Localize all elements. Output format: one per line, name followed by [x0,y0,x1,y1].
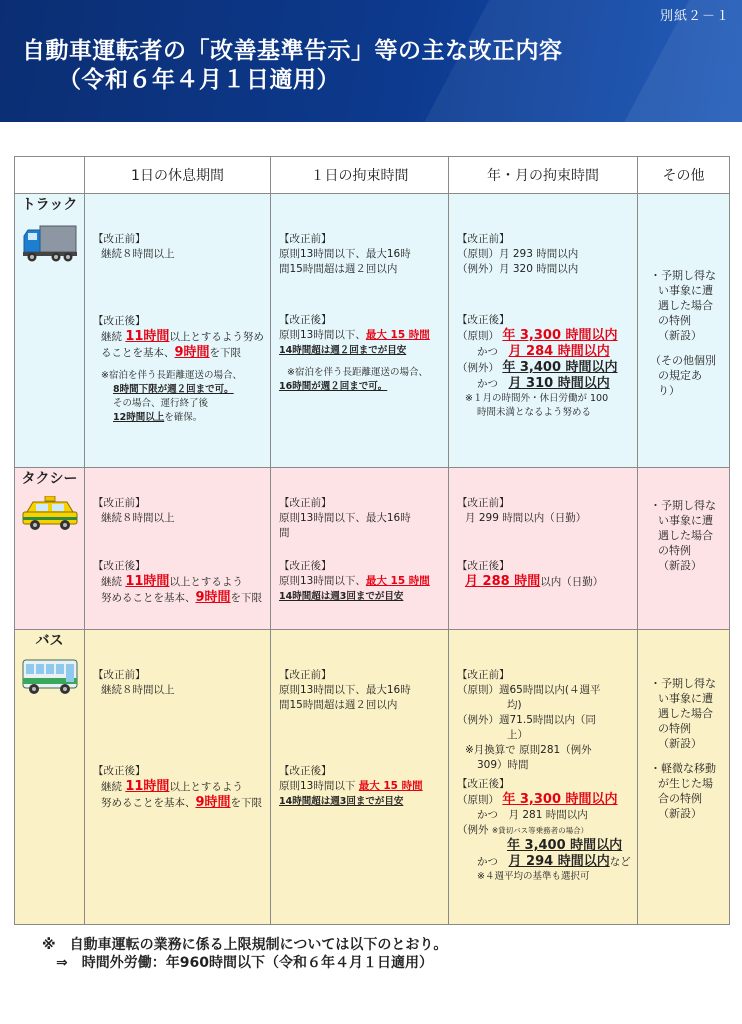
after-text: 原則13時間以下 最大 15 時間 [279,780,423,792]
page-title: 自動車運転者の「改善基準告示」等の主な改正内容 [22,38,563,64]
before-text-2: 間 [279,527,290,539]
after-text-2: ることを基本、9時間を下限 [101,345,242,360]
before-text: 月 299 時間以内（日勤） [465,512,587,524]
before-text: ※月換算で 原則281（例外 [465,744,592,756]
before-text-2: （例外）月 320 時間以内 [457,263,579,275]
note-line: ※宿泊を伴う長距離運送の場合、 [101,370,242,381]
after-text: 月 288 時間以内（日勤） [465,574,604,589]
before-tag: 【改正前】 [93,233,146,245]
other-line: い事象に遭 [658,514,713,527]
before-text: （原則）週65時間以内(４週平 [457,684,601,696]
footer-line-1: ※ 自動車運転の業務に係る上限規制については以下のとおり。 [42,937,448,953]
before-text: 継続８時間以上 [101,248,175,260]
before-text: 309）時間 [477,759,529,771]
before-tag: 【改正前】 [457,233,510,245]
other-line: い事象に遭 [658,692,713,705]
truck-annual-cell [449,194,638,468]
col-header-daily: １日の拘束時間 [271,157,449,194]
after-line: （原則） 年 3,300 時間以内 [457,792,618,807]
after-text-2: 14時間超は週3回までが目安 [279,796,404,807]
taxi-annual-cell [449,468,638,630]
before-tag: 【改正前】 [93,497,146,509]
other-line: （新設） [658,737,702,750]
other-line: （その他個別 [650,354,716,367]
note-line: 時間未満となるよう努める [477,407,592,418]
vehicle-name: トラック [21,197,78,213]
before-text: 均) [507,699,522,711]
before-tag: 【改正前】 [457,497,510,509]
other-line: 遇した場合 [658,299,713,312]
before-text: 継続８時間以上 [101,684,175,696]
vehicle-label-taxi [15,468,85,630]
after-text: 原則13時間以下、最大 15 時間 [279,575,430,587]
taxi-icon [21,496,79,532]
after-text-2: 努めることを基本、9時間を下限 [101,795,263,810]
truck-daily-cell [271,194,449,468]
before-text: 上） [507,729,528,741]
note-line: 16時間が週２回まで可。 [279,381,388,392]
before-text-2: 間15時間超は週２回以内 [279,699,398,711]
other-line: の特例 [658,544,691,557]
after-tag: 【改正後】 [457,314,510,326]
other-line: ・予期し得な [650,677,716,690]
after-text: 継続 11時間以上とするよう努め [101,329,264,344]
other-line: 遇した場合 [658,529,713,542]
title-banner [0,0,742,122]
other-line: が生じた場 [658,777,713,790]
bus-annual-cell [449,630,638,925]
vehicle-label-truck [15,194,85,468]
before-tag: 【改正前】 [93,669,146,681]
before-text: （例外）週71.5時間以内（同 [457,714,596,726]
before-text-2: 間15時間超は週２回以内 [279,263,398,275]
taxi-rest-cell [85,468,271,630]
table-row-truck [15,194,730,468]
footer-line-2: ⇒ 時間外労働：年960時間以下（令和６年４月１日適用） [56,955,433,971]
after-line: （例外） 年 3,400 時間以内 [457,360,618,375]
after-text: 原則13時間以下、最大 15 時間 [279,329,430,341]
before-text: 原則13時間以下、最大16時 [279,512,411,524]
col-header-rest: 1日の休息期間 [85,157,271,194]
after-line: （例外 ※貸切バス等乗務者の場合） [457,824,589,836]
table-row-taxi [15,468,730,630]
other-line: ・予期し得な [650,499,716,512]
other-line: ・予期し得な [650,269,716,282]
bus-rest-cell [85,630,271,925]
note-line: ※４週平均の基準も選択可 [477,871,590,882]
after-line: 年 3,400 時間以内 [507,838,623,853]
after-tag: 【改正後】 [457,560,510,572]
after-text-2: 14時間超は週２回までが目安 [279,345,407,356]
footer-note [42,936,447,972]
revision-table [14,156,730,925]
other-line: （新設） [658,329,702,342]
after-line: かつ 月 310 時間以内 [477,376,610,391]
after-line: （原則） 年 3,300 時間以内 [457,328,618,343]
after-tag: 【改正後】 [93,315,146,327]
table-row-bus [15,630,730,925]
taxi-daily-cell [271,468,449,630]
page-subtitle: （令和６年４月１日適用） [58,67,340,93]
truck-icon [22,222,78,264]
other-line: の規定あ [658,369,702,382]
note-line: ※１月の時間外・休日労働が 100 [465,393,609,404]
after-line: かつ 月 281 時間以内 [477,809,588,821]
col-header-annual: 年・月の拘束時間 [449,157,638,194]
before-text: （原則）月 293 時間以内 [457,248,579,260]
after-line: かつ 月 294 時間以内など [477,854,631,869]
note-line: 8時間下限が週２回まで可。 [113,384,234,395]
header-row [15,157,730,194]
before-tag: 【改正前】 [279,497,332,509]
other-line: 遇した場合 [658,707,713,720]
sheet-label: 別紙２－１ [659,9,730,24]
after-tag: 【改正後】 [93,560,146,572]
after-line: かつ 月 284 時間以内 [477,344,610,359]
other-line: い事象に遭 [658,284,713,297]
after-text-2: 努めることを基本、9時間を下限 [101,590,263,605]
other-line: 合の特例 [658,792,702,805]
vehicle-label-bus [15,630,85,925]
before-text: 原則13時間以下、最大16時 [279,248,411,260]
after-text-2: 14時間超は週3回までが目安 [279,591,404,602]
before-tag: 【改正前】 [279,233,332,245]
after-tag: 【改正後】 [457,778,510,790]
after-tag: 【改正後】 [279,765,332,777]
other-line: の特例 [658,722,691,735]
col-header-other: その他 [638,157,730,194]
other-line: り） [658,384,680,397]
corner-cell [15,157,85,194]
bus-daily-cell [271,630,449,925]
note-line: 12時間以上を確保。 [113,412,203,423]
after-text: 継続 11時間以上とするよう [101,574,243,589]
after-tag: 【改正後】 [93,765,146,777]
after-tag: 【改正後】 [279,560,332,572]
note-line: ※宿泊を伴う長距離運送の場合、 [287,367,428,378]
note-line: その場合、運行終了後 [113,398,209,409]
after-text: 継続 11時間以上とするよう [101,779,243,794]
other-line: ・軽微な移動 [650,762,716,775]
before-tag: 【改正前】 [279,669,332,681]
other-line: （新設） [658,807,702,820]
truck-other-cell [638,194,730,468]
bus-other-cell [638,630,730,925]
other-line: （新設） [658,559,702,572]
bus-icon [21,658,79,696]
before-text: 継続８時間以上 [101,512,175,524]
other-line: の特例 [658,314,691,327]
vehicle-name: タクシー [21,471,78,487]
before-text: 原則13時間以下、最大16時 [279,684,411,696]
before-tag: 【改正前】 [457,669,510,681]
taxi-other-cell [638,468,730,630]
vehicle-name: バス [35,633,64,649]
after-tag: 【改正後】 [279,314,332,326]
truck-rest-cell [85,194,271,468]
